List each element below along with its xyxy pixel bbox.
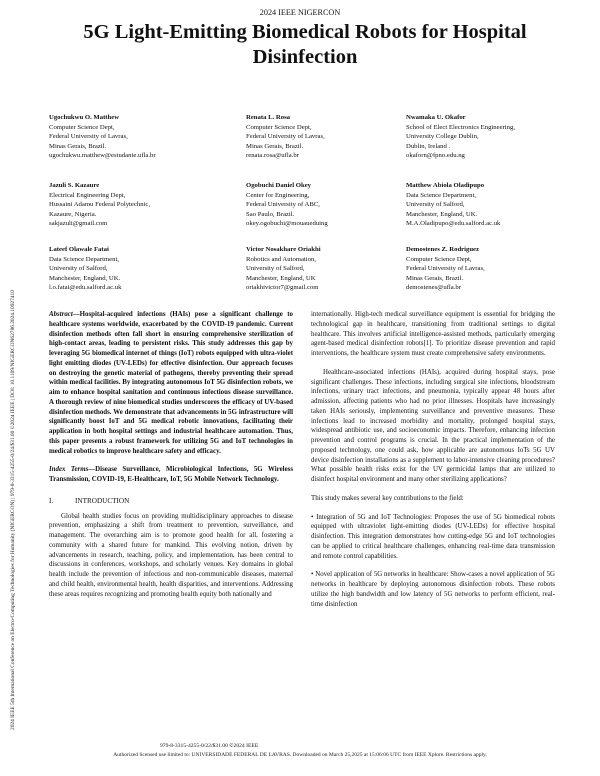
author-line: Sao Paulo, Brazil. (246, 210, 295, 218)
right-column (311, 310, 555, 609)
author-email: oriakhivictor7@gmail.com (246, 284, 319, 292)
author-name: Ogobuchi Daniel Okey (246, 182, 312, 189)
author-line: University of Salford, (246, 265, 305, 273)
author-name: Jazuli S. Kazaure (49, 182, 100, 189)
body-paragraph: internationally. High-tech medical surveillance equipment is essential for bridging the technological gap in healthcare, transitioning from traditional settings to digital healthcare. This involves artificial intelligence-assisted methods, particularly emerging agent-based medical disinfection robots[1]. To prioritize disease prevention and rapid interventions, the healthcare system must create comprehensive safety environments. (311, 311, 555, 357)
author-line: Center for Engineering, (246, 191, 310, 199)
author-block (246, 245, 321, 293)
paper-title (40, 20, 570, 70)
author-email: sakjazuli@gmail.com (49, 220, 108, 228)
author-line: University College Dublin, (406, 133, 479, 141)
author-line: Computer Science Dept, (49, 123, 115, 131)
author-block (406, 181, 500, 229)
author-line: Computer Science Dept, (246, 123, 312, 131)
author-name: Demostenes Z. Rodriguez (406, 246, 479, 253)
author-line: Dublin, Ireland . (406, 142, 451, 150)
section-title: INTRODUCTION (75, 496, 130, 505)
author-email: renata.rosa@ufla.br (246, 152, 299, 160)
author-line: Electrical Engineering Dept, (49, 191, 126, 199)
author-email: M.A.Oladipupo@edu.salford.ac.uk (406, 220, 501, 228)
author-name: Lateef Olawale Fatai (49, 246, 109, 253)
author-line: Data Science Department, (49, 255, 119, 263)
author-block (406, 113, 515, 161)
author-block (49, 245, 121, 293)
body-paragraph: This study makes several key contributions to the field: (311, 494, 464, 502)
index-terms (49, 465, 293, 485)
author-line: Federal University of Lavras, (49, 133, 128, 141)
body-paragraph: Healthcare-associated infections (HAIs), acquired during hospital stays, pose significant challenges. These infections, including surgical site infections, bloodstream infections, urinary tract infections, and pneumonia, typically appear 48 hours after admission, affecting patients who had no prior illnesses. Hospitals have increasingly taken HAIs seriously, implementing surveillance and preventive measures. These infections lead to increased morbidity and mortality, prolonged hospital stays, widespread antibiotic use, and socioeconomic impacts. Therefore, enhancing infection prevention and control programs is crucial. In the practical implementation of the proposed technology, one could ask, how applicable are autonomous IoTs 5G UV device disinfection installations as a supplement to labor-intensive cleaning procedures? What possible health risks exist for the UV germicidal lamps that are utilized to disinfect hospital environment and many other sterilizing applications? (311, 368, 555, 483)
author-line: Kazaure, Nigeria. (49, 210, 97, 218)
contribution-item: • Novel application of 5G networks in healthcare: Show-cases a novel application of 5G networks in healthcare by deploying autonomous disinfection robots. These robots utilize the high bandwidth and low latency of 5G networks to perform efficient, real-time disinfection (311, 571, 555, 608)
footer-license: Authorized licensed use limited to: UNIVERSIDADE FEDERAL DE LAVRAS. Downloaded on March 25,2025 at 15:06:06 UTC from IEEE Xplore. Restrictions apply. (113, 752, 487, 758)
conference-header: 2024 IEEE NIGERCON (259, 8, 341, 17)
author-line: Manchester, England, UK. (49, 274, 121, 282)
author-line: Federal University of Lavras, (406, 265, 485, 273)
author-line: School of Elect Electronics Engineering, (406, 123, 516, 131)
author-block (246, 113, 325, 161)
section-heading (49, 497, 293, 507)
author-line: Hussaini Adamu Federal Polytechnic, (49, 201, 151, 209)
author-name: Renata L. Rosa (246, 114, 291, 121)
author-line: Data Science Department, (406, 191, 476, 199)
author-name: Matthew Abiola Oladipupo (406, 182, 485, 189)
author-line: University of Salford, (406, 201, 465, 209)
author-email: l.o.fatai@edu.salford.ac.uk (49, 284, 122, 292)
title-line-2: Disinfection (252, 46, 358, 68)
side-doi-strip: 2024 IEEE 5th International Conference on Electro-Computing Technologies for Humanity (NIGERCON) | 979-8-3315-4255-0/24/$31.00 ©2024 IEEE | DOI: 10.1109/NIGERCON62786.2024.10927410 (10, 290, 16, 730)
index-terms-label: Index Terms (49, 466, 89, 474)
author-block (49, 113, 156, 161)
section-number: I. (49, 496, 54, 505)
author-email: okaforn@fpno.edu.ng (406, 152, 465, 160)
author-line: Minas Gerais, Brazil. (49, 142, 107, 150)
author-line: Manchester, England, UK. (406, 210, 478, 218)
author-name: Nwamaka U. Okafor (406, 114, 466, 121)
author-block (406, 245, 485, 293)
left-column (49, 310, 293, 599)
title-line-1: 5G Light-Emitting Biomedical Robots for Hospital (83, 21, 527, 43)
author-line: Robotics and Automation, (246, 255, 317, 263)
author-line: Federal University of Lavras, (246, 133, 325, 141)
author-line: Computer Science Dept, (406, 255, 472, 263)
abstract-label: Abstract (49, 311, 73, 318)
author-block (246, 181, 328, 229)
author-line: Federal University of ABC, (246, 201, 320, 209)
author-name: Ugochukwu O. Matthew (49, 114, 120, 121)
contribution-item: • Integration of 5G and IoT Technologies: Proposes the use of 5G biomedical robots equipped with ultraviolet light-emitting diodes (UV-LEDs) for effective hospital disinfection. This integration demonstrates how cutting-edge 5G and IoT technologies can be applied to critical healthcare challenges, enhancing real-time data transmission and remote control capabilities. (311, 513, 555, 560)
abstract (49, 310, 293, 456)
author-email: okey.ogobuchi@mouaueduing (246, 220, 328, 228)
index-terms-text: —Disease Surveillance, Microbiological Infections, 5G Wireless Transmission, COVID-19, E-Healthcare, IoT, 5G Mobile Network Technology. (49, 466, 293, 483)
abstract-text: —Hospital-acquired infections (HAIs) pose a significant challenge to healthcare systems worldwide, exacerbated by the COVID-19 pandemic. Current disinfection methods often fall short in ensuring comprehensive sterilization of high-contact areas, leading to persistent risks. This study addresses this gap by leveraging 5G biomedical internet of things (IoT) robots equipped with ultra-violet light emitting diodes (UV-LEDs) for effective disinfection. Our approach focuses on destroying the genetic material of pathogens, thereby preventing their spread within medical facilities. By integrating autonomous IoT 5G disinfection robots, we aim to enhance hospital sanitation and continuous infectious disease surveillance. A thorough review of nine biomedical studies underscores the efficacy of UV-based disinfection methods. We demonstrate that advancements in 5G infrastructure will significantly boost IoT and 5G medical robotic innovations, facilitating their application in both hospital settings and industrial healthcare automation. Thus, this paper presents a robust framework for utilizing 5G and IoT technologies in medical robotics to improve healthcare safety and efficacy. (49, 311, 293, 455)
intro-paragraph: Global health studies focus on providing multidisciplinary approaches to disease prevention, emphasizing a shift from treatment to prevention, surveillance, and management. The overarching aim is to promote good health for all, fostering a community with a shared future for mankind. This evolving notion, driven by advancements in research, teaching, policy, and implementation, has been central to discussions in conferences, workshops, and scholarly venues. Key domains in global health include the prevention of infectious and non-communicable diseases, maternal and child health, environmental health, health disparities, and interventions. Addressing these areas requires recognizing and promoting health equity both nationally and (49, 512, 293, 598)
author-email: demostenes@ufla.br (406, 284, 461, 292)
author-email: ugochukwu.matthew@estudante.ufla.br (49, 152, 156, 160)
author-line: Minas Gerais, Brazil. (406, 274, 464, 282)
author-name: Victor Nosakhare Oriakhi (246, 246, 321, 253)
footer-copyright: 979-8-3315-4255-0/22/$31.00 ©2024 IEEE (160, 743, 259, 749)
author-line: Manchester, England, UK (246, 274, 316, 282)
author-line: University of Salford, (49, 265, 108, 273)
author-block (49, 181, 150, 229)
author-line: Minas Gerais, Brazil. (246, 142, 304, 150)
